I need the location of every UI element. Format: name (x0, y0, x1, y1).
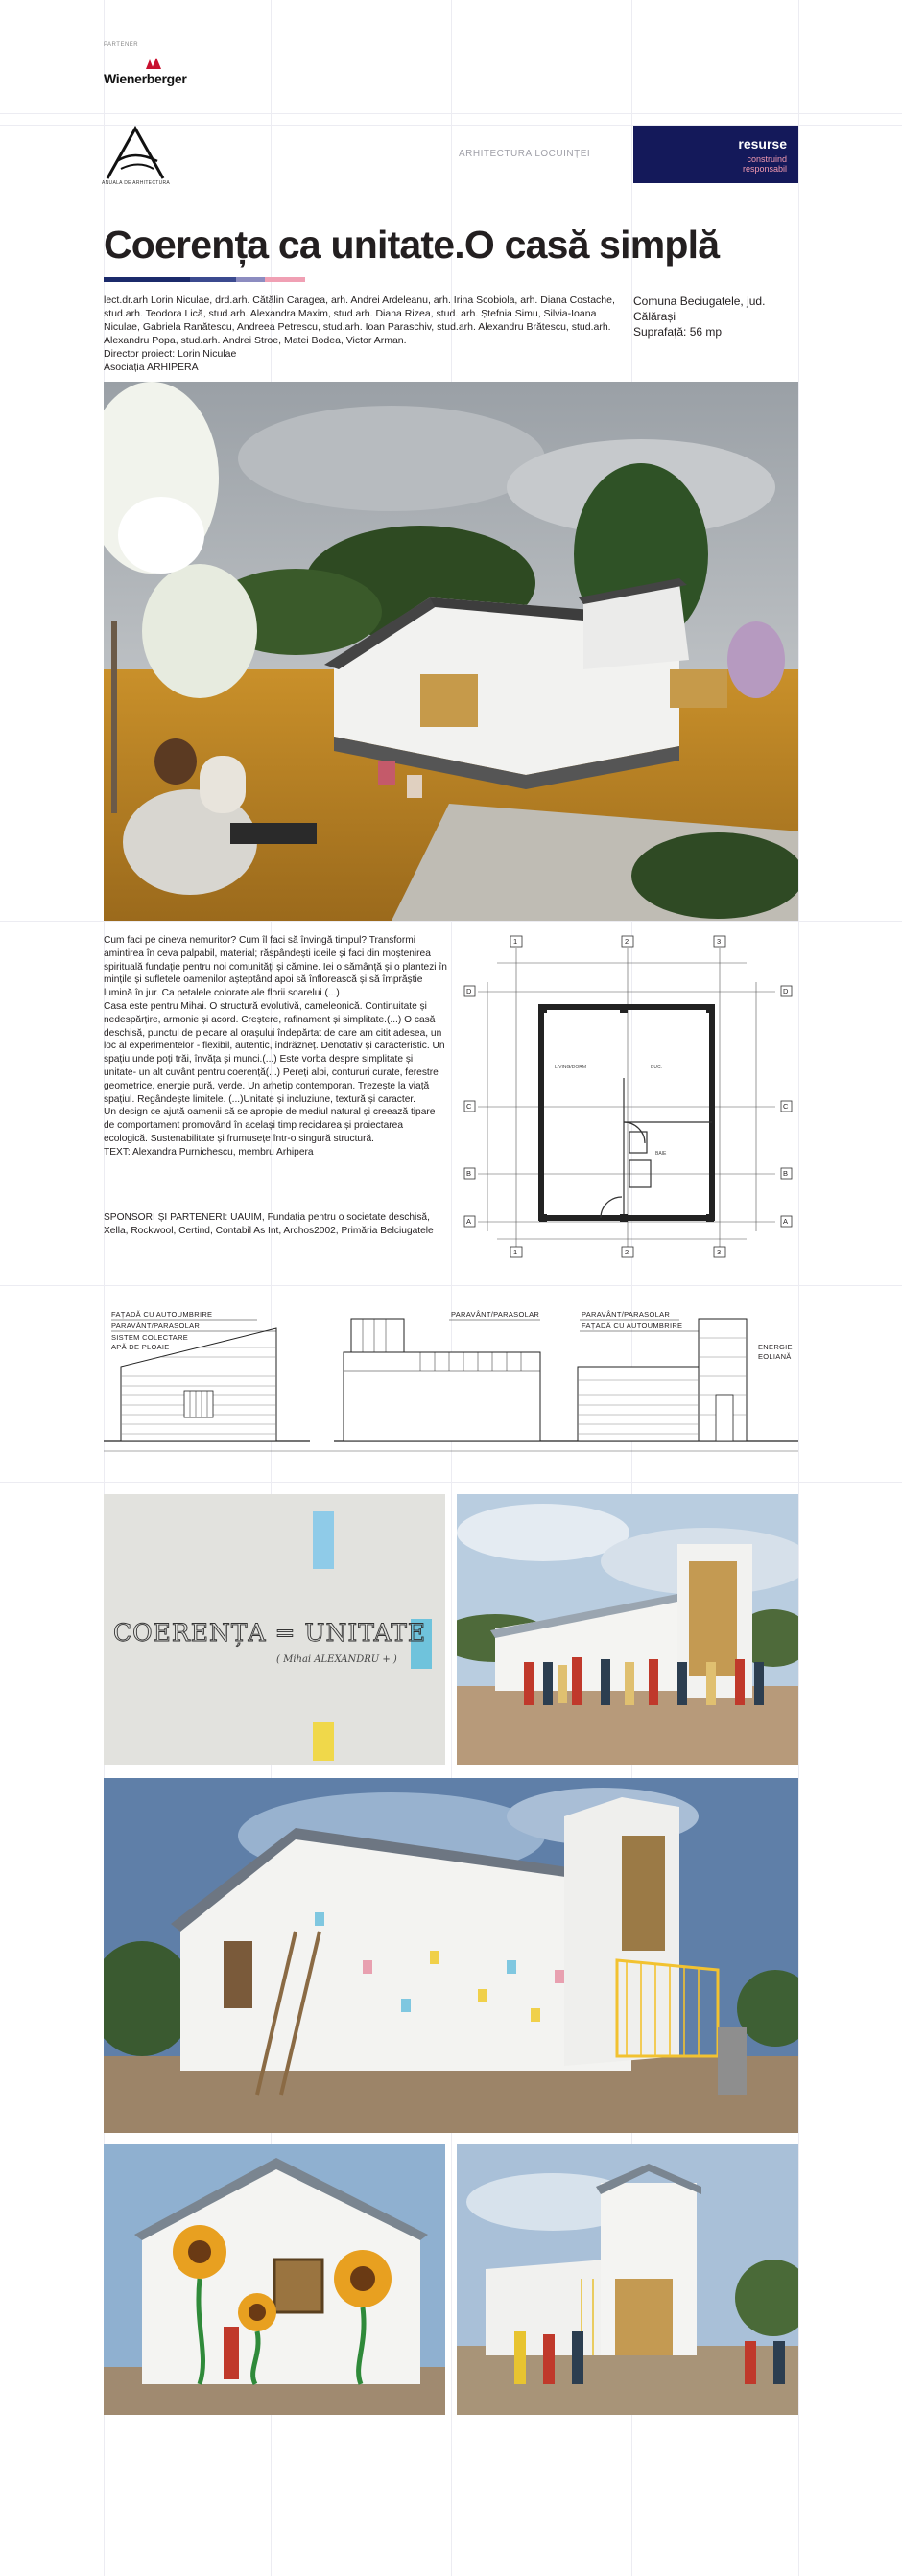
plan-axis-label: 1 (513, 937, 518, 946)
wall-text-photo (104, 1494, 445, 1765)
resurse-tagline (743, 154, 787, 174)
description-block (104, 934, 447, 1159)
elevation-label: SISTEM COLECTARE (111, 1333, 189, 1342)
credits-block (104, 293, 622, 374)
main-render-image (104, 382, 798, 921)
plan-axis-label: A (466, 1217, 472, 1226)
elevation-label: FAȚADĂ CU AUTOUMBRIRE (582, 1322, 683, 1330)
grid-line (0, 1285, 902, 1286)
partner-block (104, 42, 138, 48)
plan-axis-label: C (466, 1102, 472, 1111)
location-line-1: Comuna Beciugatele, jud. (633, 294, 766, 308)
credits-text: lect.dr.arh Lorin Niculae, drd.arh. Cătălin Caragea, arh. Andrei Ardeleanu, arh. Irina Scobiola, arh. Diana Costache, stud.arh. Teodora Lică, stud.arh. Alexandra Maxim, stud.arh. Diana Rizea, stud. arh. Ștefnia Simu, Silvia-Ioana Niculae, Gabriela Ranătescu, Andreea Petrescu, stud.arh. Ioan Paraschiv, stud.arh. Alexandru Brătescu, stud.arh. Alexandru Popa, stud.arh. Andrei Stroe, Matei Bodea, Victor Arman. (104, 294, 615, 346)
floor-plan-drawing (459, 934, 798, 1260)
sponsors-block: SPONSORI ȘI PARTENERI: UAUIM, Fundația pentru o societate deschisă, Xella, Rockwool, Certind, Contabil As Int, Archos2002, Primăria Belciugatele (104, 1212, 434, 1236)
plan-axis-label: B (783, 1169, 789, 1178)
plan-axis-label: 3 (717, 1248, 722, 1256)
plan-axis-label: D (466, 987, 472, 995)
elevation-label: PARAVÂNT/PARASOLAR (582, 1310, 671, 1319)
text-credit: TEXT: Alexandra Purnichescu, membru Arhipera (104, 1146, 314, 1158)
plan-axis-label: B (466, 1169, 472, 1178)
plan-room-label: BAIE (655, 1151, 667, 1157)
group-photo (457, 1494, 798, 1765)
location-block (633, 293, 801, 340)
resurse-line-2: responsabil (742, 164, 787, 174)
plan-axis-label: A (783, 1217, 789, 1226)
resurse-line-1: construind (747, 154, 787, 164)
area: Suprafață: 56 mp (633, 325, 723, 339)
grid-line (0, 1482, 902, 1483)
plan-axis-label: C (783, 1102, 789, 1111)
section-label: ARHITECTURA LOCUINȚEI (459, 149, 591, 159)
plan-axis-label: D (783, 987, 789, 995)
elevation-label: EOLIANĂ (758, 1352, 792, 1361)
wall-text-sub: ( Mihai ALEXANDRU + ) (276, 1654, 397, 1665)
elevation-label: ENERGIE (758, 1343, 793, 1351)
page-title: Coerența ca unitate.O casă simplă (104, 222, 720, 267)
project-director: Director proiect: Lorin Niculae (104, 348, 237, 360)
partner-label: PARTENER (104, 42, 139, 48)
plan-axis-label: 3 (717, 937, 722, 946)
plan-axis-label: 2 (625, 937, 629, 946)
title-bar-segment (104, 277, 190, 282)
title-bar-segment (190, 277, 236, 282)
resurse-title: resurse (738, 136, 787, 152)
elevation-label: FAȚADĂ CU AUTOUMBRIRE (111, 1310, 213, 1319)
resurse-badge (633, 126, 798, 183)
elevation-label: APĂ DE PLOAIE (111, 1343, 170, 1351)
description-paragraph: Casa este pentru Mihai. O structură evolutivă, cameleonică. Continuitate și nedespărțire, armonie și acord. Creștere, rafinament și simplitate.(...) O casă deschisă, punctul de plecare al orașului îndepărtat de care am citit adesea, un loc al experimentelor - flexibil, autentic, îndrăzneț. Denotativ și caracteristic. Un spațiu unde poți trăi, învăța și munci.(...) Este vorba despre simplitate și unitate- un alt cuvânt pentru coerență(...) Pereți albi, contururi curate, ferestre geometrice, energie pură, verde. Un arhetip contemporan. Trezește la viață spațiul. Regândește limitele. (...)Unitate și incluziune, textură și caracter. (104, 1000, 445, 1105)
grid-line (0, 921, 902, 922)
partner-name: Wienerberger (104, 71, 187, 86)
wall-text-main: COERENȚA = UNITATE (113, 1619, 427, 1647)
association: Asociația ARHIPERA (104, 362, 199, 373)
sunflower-wall-photo (104, 2144, 445, 2415)
plan-room-label: BUC. (651, 1065, 662, 1070)
tower-people-photo (457, 2144, 798, 2415)
plan-room-label: LIVING/DORM (555, 1065, 587, 1070)
grid-line (798, 0, 799, 2576)
description-paragraph: Cum faci pe cineva nemuritor? Cum îl faci să învingă timpul? Transformi amintirea în ceva palpabil, material; răspândești ideile și faci din moștenirea spirituală fundație pentru noi comunități și cămine. Iei o sămânță și o plantezi în mințile și sufletele oamenilor așteptând apoi să înflorească și să împrăștie lumină în jur. Ca petalele colorate ale florii soarelui.(...) (104, 935, 447, 999)
plan-axis-label: 1 (513, 1248, 518, 1256)
elevation-label: PARAVÂNT/PARASOLAR (451, 1310, 540, 1319)
anuala-arhitectura-logo-icon (104, 125, 167, 188)
grid-line (0, 113, 902, 114)
house-wide-photo (104, 1778, 798, 2133)
location-line-2: Călărași (633, 310, 676, 323)
elevations-drawing (104, 1300, 798, 1458)
title-bar-segment (265, 277, 305, 282)
elevation-label: PARAVÂNT/PARASOLAR (111, 1322, 201, 1330)
description-paragraph: Un design ce ajută oamenii să se apropie de mediul natural și creează tipare de comportament promovând în același timp reciclarea și proiectarea ecologică. Sustenabilitate și frumusețe într-o singură structură. (104, 1107, 436, 1144)
title-bar-segment (236, 277, 265, 282)
plan-axis-label: 2 (625, 1248, 629, 1256)
school-caption: ANUALA DE ARHITECTURA (102, 180, 171, 186)
